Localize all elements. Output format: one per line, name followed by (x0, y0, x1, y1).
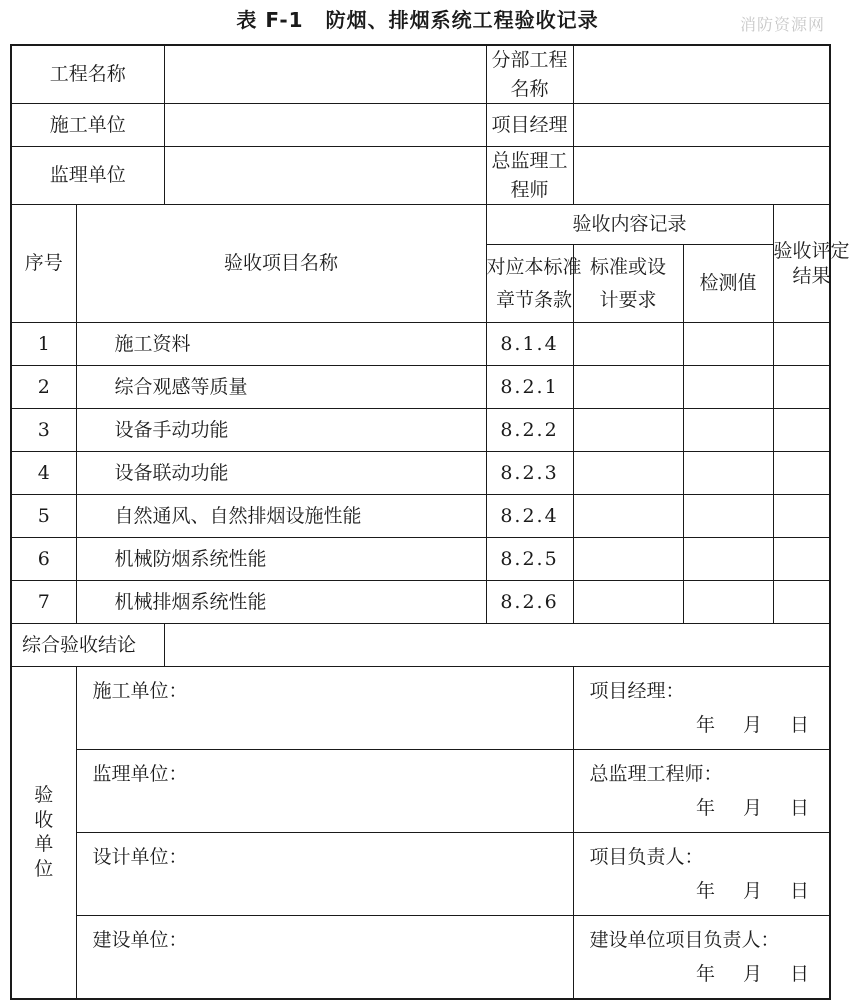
header-record-group: 验收内容记录 (486, 205, 773, 245)
signature-person[interactable] (573, 750, 830, 833)
header-clause: 对应本标准章节条款 (486, 245, 573, 323)
signature-date: 年 月 日 (695, 880, 812, 902)
row-item-name: 设备手动功能 (76, 409, 486, 452)
construction-unit-label: 施工单位 (11, 104, 164, 147)
row-clause: 8.2.5 (486, 538, 573, 581)
row-requirement[interactable] (573, 581, 683, 624)
row-result[interactable] (773, 366, 830, 409)
construction-unit-value[interactable] (164, 104, 486, 147)
signature-person-label: 项目负责人： (589, 846, 704, 868)
row-result[interactable] (773, 323, 830, 366)
row-measured[interactable] (683, 581, 773, 624)
row-clause: 8.2.1 (486, 366, 573, 409)
signature-unit-label: 监理单位： (92, 763, 188, 785)
row-result[interactable] (773, 581, 830, 624)
table-row (11, 323, 830, 366)
row-requirement[interactable] (573, 409, 683, 452)
row-clause: 8.2.6 (486, 581, 573, 624)
header-requirement: 标准或设计要求 (573, 245, 683, 323)
row-seq: 3 (11, 409, 76, 452)
signature-unit-label: 设计单位： (92, 846, 188, 868)
row-clause: 8.1.4 (486, 323, 573, 366)
row-seq: 4 (11, 452, 76, 495)
row-seq: 2 (11, 366, 76, 409)
chief-supervisor-label: 总监理工程师 (486, 147, 573, 205)
signature-unit[interactable] (76, 916, 573, 999)
signature-unit-label: 施工单位： (92, 680, 188, 702)
table-row (11, 581, 830, 624)
signature-date: 年 月 日 (695, 714, 812, 736)
row-measured[interactable] (683, 452, 773, 495)
row-result[interactable] (773, 452, 830, 495)
row-requirement[interactable] (573, 538, 683, 581)
acceptance-units-label: 验收单位 (11, 667, 76, 999)
row-measured[interactable] (683, 538, 773, 581)
project-name-label: 工程名称 (11, 45, 164, 104)
row-result[interactable] (773, 409, 830, 452)
signature-person-label: 项目经理： (589, 680, 685, 702)
page-title (0, 4, 835, 33)
acceptance-record-table (10, 44, 850, 1000)
row-measured[interactable] (683, 366, 773, 409)
signature-person[interactable] (573, 667, 830, 750)
watermark: 消防资源网 (739, 15, 825, 34)
conclusion-value[interactable] (164, 624, 830, 667)
row-item-name: 施工资料 (76, 323, 486, 366)
row-seq: 1 (11, 323, 76, 366)
row-requirement[interactable] (573, 366, 683, 409)
supervision-unit-label: 监理单位 (11, 147, 164, 205)
row-clause: 8.2.4 (486, 495, 573, 538)
signature-unit[interactable] (76, 667, 573, 750)
row-seq: 7 (11, 581, 76, 624)
row-clause: 8.2.2 (486, 409, 573, 452)
table-row (11, 452, 830, 495)
table-number: 表 F-1 (236, 8, 304, 32)
table-row (11, 538, 830, 581)
table-row (11, 366, 830, 409)
signature-person[interactable] (573, 916, 830, 999)
signature-person-label: 总监理工程师： (589, 763, 723, 785)
table-row (11, 495, 830, 538)
sub-project-value[interactable] (573, 45, 830, 104)
sub-project-label: 分部工程名称 (486, 45, 573, 104)
row-measured[interactable] (683, 323, 773, 366)
header-result: 验收评定结果 (773, 205, 830, 323)
row-measured[interactable] (683, 495, 773, 538)
row-requirement[interactable] (573, 452, 683, 495)
table-title: 防烟、排烟系统工程验收记录 (325, 8, 599, 32)
supervision-unit-value[interactable] (164, 147, 486, 205)
project-manager-value[interactable] (573, 104, 830, 147)
row-result[interactable] (773, 495, 830, 538)
signature-unit-label: 建设单位： (92, 929, 188, 951)
header-measured: 检测值 (683, 245, 773, 323)
row-seq: 6 (11, 538, 76, 581)
row-result[interactable] (773, 538, 830, 581)
signature-date: 年 月 日 (695, 963, 812, 985)
signature-date: 年 月 日 (695, 797, 812, 819)
conclusion-label: 综合验收结论 (11, 624, 164, 667)
signature-unit[interactable] (76, 750, 573, 833)
header-item-name: 验收项目名称 (76, 205, 486, 323)
row-measured[interactable] (683, 409, 773, 452)
header-seq: 序号 (11, 205, 76, 323)
signature-person-label: 建设单位项目负责人： (589, 929, 780, 951)
signature-person[interactable] (573, 833, 830, 916)
row-item-name: 设备联动功能 (76, 452, 486, 495)
row-clause: 8.2.3 (486, 452, 573, 495)
row-item-name: 综合观感等质量 (76, 366, 486, 409)
row-requirement[interactable] (573, 323, 683, 366)
row-item-name: 机械排烟系统性能 (76, 581, 486, 624)
signature-unit[interactable] (76, 833, 573, 916)
row-item-name: 机械防烟系统性能 (76, 538, 486, 581)
row-seq: 5 (11, 495, 76, 538)
project-name-value[interactable] (164, 45, 486, 104)
project-manager-label: 项目经理 (486, 104, 573, 147)
row-requirement[interactable] (573, 495, 683, 538)
table-row (11, 409, 830, 452)
chief-supervisor-value[interactable] (573, 147, 830, 205)
row-item-name: 自然通风、自然排烟设施性能 (76, 495, 486, 538)
